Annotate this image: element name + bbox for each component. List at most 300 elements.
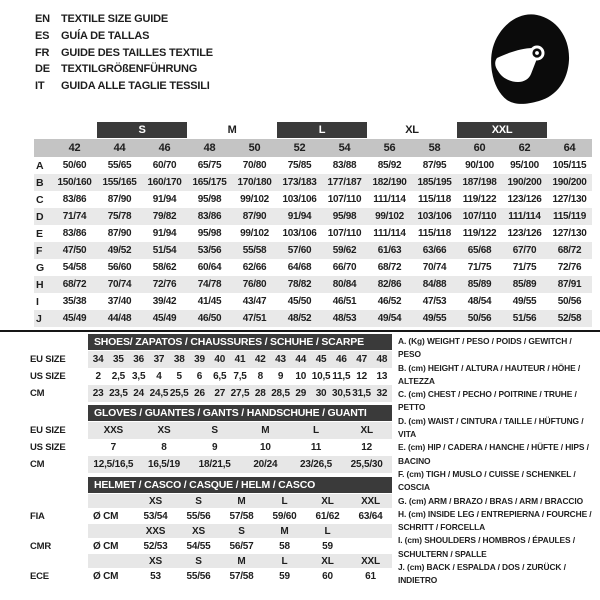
measure-value: 83/88 — [332, 160, 357, 171]
value-cell: 35 — [113, 354, 124, 365]
sub-row-label: US SIZE — [30, 442, 66, 453]
sub-row-values — [88, 456, 392, 473]
size-column-58: 58 — [428, 142, 441, 154]
gloves-rows — [0, 422, 392, 473]
measure-value: 150/160 — [57, 177, 92, 188]
measure-value: 111/114 — [373, 228, 406, 239]
measure-value: 44/48 — [107, 313, 132, 324]
measure-value: 84/88 — [422, 279, 447, 290]
cmr-row — [0, 538, 392, 554]
row-letter: G — [36, 261, 44, 274]
measure-value: 165/175 — [192, 177, 227, 188]
measure-value: 127/130 — [552, 194, 587, 205]
measure-value: 76/80 — [242, 279, 267, 290]
language-row-es — [35, 28, 213, 45]
measure-value: 68/72 — [557, 245, 582, 256]
value-cell: 24 — [133, 388, 145, 399]
measure-value: 37/40 — [107, 296, 132, 307]
measure-value: 50/56 — [467, 313, 492, 324]
measure-value: 99/102 — [240, 228, 269, 239]
value-cell: 10,5 — [311, 371, 331, 382]
gloves-table — [0, 405, 392, 473]
measure-row-d — [34, 208, 592, 225]
measure-value: 66/70 — [332, 262, 357, 273]
value-cell: XS — [149, 495, 162, 507]
measure-value: 48/54 — [467, 296, 492, 307]
value-cell: 30,5 — [331, 388, 351, 399]
measure-value: 47/53 — [422, 296, 447, 307]
language-title-list — [35, 11, 213, 95]
measure-value: 182/190 — [372, 177, 407, 188]
measure-value: 78/82 — [287, 279, 312, 290]
size-group-l: L — [277, 122, 367, 138]
value-cell: XL — [360, 425, 373, 436]
value-cell: 63/64 — [358, 510, 383, 522]
measure-value: 49/52 — [107, 245, 132, 256]
sub-row-values — [88, 368, 392, 385]
row-letter: D — [36, 210, 44, 223]
value-cell: 2,5 — [111, 371, 126, 382]
measure-value: 47/51 — [242, 313, 267, 324]
value-cell: 61/62 — [315, 510, 340, 522]
measure-value: 107/110 — [462, 211, 497, 222]
value-cell: 26 — [194, 388, 205, 399]
language-title: GUÍA DE TALLAS — [61, 29, 150, 42]
row-letter: E — [36, 227, 43, 240]
language-row-en — [35, 11, 213, 28]
sizes-row — [0, 554, 392, 568]
sub-row-label: US SIZE — [30, 371, 66, 382]
value-cell: 8 — [161, 442, 167, 453]
value-cell: 61 — [365, 570, 376, 582]
value-cell: 13 — [376, 371, 388, 382]
legend-item-h: H. (cm) INSIDE LEG / ENTREPIERNA / FOURCHE / SCHRITT / FORCELLA — [398, 508, 592, 533]
measure-value: 123/126 — [507, 228, 542, 239]
sub-row-values — [88, 422, 392, 439]
value-cell: 18/21,5 — [198, 459, 231, 470]
measure-value: 123/126 — [507, 194, 542, 205]
shoes-table — [0, 334, 392, 402]
measure-row-i — [34, 293, 592, 310]
value-cell: 6,5 — [213, 371, 227, 382]
value-cell: XS — [149, 555, 162, 567]
value-cell: 27,5 — [230, 388, 250, 399]
row-letter: B — [36, 176, 44, 189]
value-cell: 23/26,5 — [300, 459, 332, 470]
size-group-xl: XL — [405, 123, 419, 136]
eu-size-row — [0, 351, 392, 368]
value-cell: M — [261, 425, 270, 436]
measure-value: 82/86 — [377, 279, 402, 290]
value-cell: 12 — [361, 442, 373, 453]
measure-row-b — [34, 174, 592, 191]
ece-row — [0, 568, 392, 584]
value-cell: 12,5/16,5 — [93, 459, 134, 470]
value-cell: 29 — [295, 388, 307, 399]
value-cell: S — [195, 495, 202, 507]
measure-value: 46/51 — [332, 296, 357, 307]
measure-value: 75/85 — [287, 160, 312, 171]
value-cell: 28,5 — [271, 388, 290, 399]
measure-value: 91/94 — [287, 211, 312, 222]
value-cell: 44 — [295, 354, 307, 365]
value-cell: Ø CM — [93, 540, 119, 552]
measure-value: 71/75 — [467, 262, 492, 273]
value-cell: XS — [192, 525, 205, 537]
shoes-rows — [0, 351, 392, 402]
us-size-row — [0, 439, 392, 456]
value-cell: 37 — [153, 354, 165, 365]
measure-value: 70/74 — [422, 262, 447, 273]
helmet-rows — [0, 494, 392, 584]
sub-row-values — [88, 524, 392, 538]
measure-value: 79/82 — [152, 211, 177, 222]
measure-value: 190/200 — [507, 177, 542, 188]
measure-value: 70/74 — [107, 279, 132, 290]
measure-value: 51/54 — [152, 245, 177, 256]
value-cell: M — [237, 555, 246, 567]
size-group-s: S — [97, 122, 187, 138]
measure-value: 43/47 — [242, 296, 267, 307]
sub-row-values — [88, 385, 392, 402]
measure-value: 35/38 — [62, 296, 87, 307]
size-column-54: 54 — [338, 142, 351, 154]
value-cell: Ø CM — [93, 510, 119, 522]
measure-value: 85/89 — [512, 279, 537, 290]
value-cell: 12 — [356, 371, 367, 382]
value-cell: 24,5 — [149, 388, 169, 399]
language-code: DE — [35, 63, 50, 76]
measure-value: 48/52 — [287, 313, 312, 324]
measure-value: 72/76 — [152, 279, 177, 290]
measure-value: 187/198 — [462, 177, 497, 188]
value-cell: S — [238, 525, 245, 537]
value-cell: 10 — [259, 442, 271, 453]
legend-item-c: C. (cm) CHEST / PECHO / POITRINE / TRUHE / PETTO — [398, 389, 577, 413]
value-cell: 34 — [92, 354, 104, 365]
value-cell: XXS — [145, 525, 166, 537]
measure-row-g — [34, 259, 592, 276]
measure-value: 45/50 — [287, 296, 312, 307]
language-title: TEXTILGRÖßENFÜHRUNG — [61, 63, 198, 76]
value-cell: 55/56 — [186, 510, 211, 522]
accessory-tables — [0, 334, 392, 584]
value-cell: 42 — [254, 354, 266, 365]
measure-row-e — [34, 225, 592, 242]
size-column-56: 56 — [383, 142, 396, 154]
measure-value: 91/94 — [152, 194, 177, 205]
measure-value: 99/102 — [240, 194, 269, 205]
measure-value: 155/165 — [102, 177, 137, 188]
sub-row-values — [88, 538, 392, 554]
measurement-rows — [34, 157, 592, 327]
measure-value: 115/119 — [553, 211, 586, 222]
measure-value: 103/106 — [417, 211, 452, 222]
value-cell: XL — [321, 495, 334, 507]
measure-value: 45/49 — [62, 313, 87, 324]
measure-value: 83/86 — [62, 194, 87, 205]
size-column-62: 62 — [518, 142, 531, 154]
sub-row-label: CMR — [30, 540, 52, 552]
value-cell: 46 — [335, 354, 347, 365]
language-title: GUIDE DES TAILLES TEXTILE — [61, 46, 213, 59]
value-cell: 16,5/19 — [148, 459, 180, 470]
measure-row-h — [34, 276, 592, 293]
measure-value: 48/53 — [332, 313, 357, 324]
row-letter: F — [36, 244, 43, 257]
language-code: IT — [35, 80, 45, 93]
sub-row-label — [0, 554, 88, 568]
value-cell: S — [211, 425, 218, 436]
value-cell: 20/24 — [253, 459, 278, 470]
value-cell: XXL — [361, 495, 380, 507]
legend-item-j: J. (cm) BACK / ESPALDA / DOS / ZURÜCK / INDIETRO — [398, 562, 566, 586]
legend-item-b: B. (cm) HEIGHT / ALTURA / HAUTEUR / HÖHE / ALTEZZA — [398, 362, 581, 386]
value-cell: 23 — [92, 388, 104, 399]
value-cell: 60 — [322, 570, 333, 582]
measure-value: 95/98 — [332, 211, 357, 222]
us-size-row — [0, 368, 392, 385]
gloves-table-title: GLOVES / GUANTES / GANTS / HANDSCHUHE / GUANTI — [88, 405, 392, 421]
value-cell: L — [324, 525, 331, 537]
measure-value: 39/42 — [152, 296, 177, 307]
measure-value: 119/122 — [462, 194, 497, 205]
value-cell: M — [280, 525, 289, 537]
shoes-table-title: SHOES/ ZAPATOS / CHAUSSURES / SCHUHE / SCARPE — [88, 334, 392, 350]
value-cell: 57/58 — [229, 510, 254, 522]
size-group-row — [34, 121, 592, 138]
sub-row-values — [88, 554, 392, 568]
size-group-m: M — [227, 123, 237, 136]
measure-value: 49/55 — [512, 296, 537, 307]
helmet-icon — [477, 8, 577, 108]
value-cell: 55/56 — [186, 570, 211, 582]
measure-value: 72/76 — [557, 262, 582, 273]
measure-value: 65/68 — [467, 245, 492, 256]
value-cell: 40 — [214, 354, 226, 365]
size-group-xxl: XXL — [457, 122, 547, 138]
value-cell: 9 — [211, 442, 218, 453]
value-cell: 8 — [257, 371, 263, 382]
measure-value: 49/54 — [377, 313, 402, 324]
size-column-44: 44 — [113, 142, 126, 154]
value-cell: 9 — [277, 371, 284, 382]
sizes-row — [0, 524, 392, 538]
measure-value: 177/187 — [327, 177, 362, 188]
measure-value: 80/84 — [332, 279, 357, 290]
fia-row — [0, 508, 392, 524]
measure-value: 85/92 — [377, 160, 402, 171]
measure-value: 55/65 — [107, 160, 132, 171]
sub-row-label: EU SIZE — [30, 425, 66, 436]
measure-value: 52/58 — [557, 313, 582, 324]
language-code: EN — [35, 13, 50, 25]
measure-value: 170/180 — [237, 177, 272, 188]
measure-value: 75/78 — [107, 211, 132, 222]
value-cell: 56/57 — [229, 540, 254, 552]
cm-row — [0, 385, 392, 402]
measure-value: 83/86 — [62, 228, 87, 239]
value-cell: 45 — [315, 354, 327, 365]
sub-row-label: CM — [30, 459, 45, 470]
value-cell: 25,5/30 — [350, 459, 383, 470]
measure-value: 63/66 — [422, 245, 447, 256]
sub-row-values — [88, 439, 392, 456]
helmet-table — [0, 477, 392, 584]
measure-value: 65/75 — [197, 160, 222, 171]
measure-value: 71/74 — [62, 211, 87, 222]
language-title: TEXTILE SIZE GUIDE — [61, 13, 169, 25]
measure-value: 41/45 — [197, 296, 222, 307]
value-cell: L — [281, 555, 288, 567]
value-cell: 30 — [315, 388, 327, 399]
size-column-64: 64 — [563, 142, 576, 154]
value-cell: 47 — [356, 354, 367, 365]
measure-value: 46/50 — [197, 313, 222, 324]
value-cell: 28 — [254, 388, 266, 399]
measure-value: 50/60 — [62, 160, 87, 171]
sub-row-values — [88, 508, 392, 524]
measure-value: 49/55 — [422, 313, 447, 324]
value-cell: 5 — [176, 371, 182, 382]
measure-value: 95/98 — [197, 194, 222, 205]
value-cell: 52/53 — [143, 540, 168, 552]
sub-row-label: ECE — [30, 570, 49, 582]
size-column-52: 52 — [293, 142, 306, 154]
value-cell: XL — [321, 555, 334, 567]
measure-value: 59/62 — [332, 245, 357, 256]
value-cell: 27 — [214, 388, 226, 399]
legend-item-i: I. (cm) SHOULDERS / HOMBROS / ÉPAULES / SCHULTERN / SPALLE — [398, 535, 575, 559]
value-cell: 25,5 — [169, 388, 189, 399]
value-cell: 48 — [376, 354, 388, 365]
measure-value: 61/63 — [377, 245, 402, 256]
sub-row-values — [88, 351, 392, 368]
value-cell: 7,5 — [233, 371, 247, 382]
sub-row-label: EU SIZE — [30, 354, 66, 365]
legend-item-f: F. (cm) TIGH / MUSLO / CUISSE / SCHENKEL / COSCIA — [398, 468, 576, 493]
value-cell: 36 — [133, 354, 145, 365]
value-cell: 2 — [95, 371, 101, 382]
size-column-60: 60 — [473, 142, 486, 154]
measure-value: 46/52 — [377, 296, 402, 307]
value-cell: 11,5 — [332, 371, 351, 382]
measure-value: 68/72 — [377, 262, 402, 273]
measure-value: 190/200 — [552, 177, 587, 188]
row-letter: A — [36, 159, 44, 172]
value-cell: 23,5 — [109, 388, 128, 399]
measure-value: 103/106 — [282, 194, 317, 205]
legend-item-e: E. (cm) HIP / CADERA / HANCHE / HÜFTE / HIPS / BACINO — [398, 442, 589, 466]
measure-value: 185/195 — [417, 177, 452, 188]
measure-value: 87/90 — [107, 194, 132, 205]
measure-value: 111/114 — [508, 211, 541, 222]
measure-value: 115/118 — [418, 194, 451, 205]
row-letter: J — [36, 312, 42, 325]
sub-row-values — [88, 494, 392, 508]
size-column-42: 42 — [68, 142, 81, 154]
cm-row — [0, 456, 392, 473]
eu-size-row — [0, 422, 392, 439]
value-cell: XXL — [361, 555, 380, 567]
value-cell: 4 — [156, 371, 162, 382]
measure-value: 99/102 — [375, 211, 404, 222]
measure-value: 60/64 — [197, 262, 222, 273]
language-title: GUIDA ALLE TAGLIE TESSILI — [61, 80, 210, 93]
value-cell: S — [195, 555, 202, 567]
measure-value: 67/70 — [512, 245, 537, 256]
measure-row-a — [34, 157, 592, 174]
measure-value: 95/100 — [510, 160, 539, 171]
value-cell: 11 — [310, 442, 322, 453]
value-cell: Ø CM — [93, 570, 119, 582]
measure-value: 115/118 — [418, 228, 451, 239]
measure-value: 71/75 — [512, 262, 537, 273]
value-cell: XXS — [103, 425, 124, 436]
language-code: FR — [35, 46, 50, 59]
value-cell: 43 — [275, 354, 286, 365]
legend-item-g: G. (cm) ARM / BRAZO / BRAS / ARM / BRACCIO — [398, 495, 584, 506]
measure-value: 83/86 — [197, 211, 222, 222]
size-column-46: 46 — [158, 142, 171, 154]
measure-row-f — [34, 242, 592, 259]
language-row-de — [35, 61, 213, 78]
row-letter: I — [36, 295, 39, 308]
legend-item-d: D. (cm) WAIST / CINTURA / TAILLE / HÜFTUNG / VITA — [398, 415, 584, 440]
size-number-row — [34, 139, 592, 157]
measure-value: 87/91 — [557, 279, 582, 290]
measure-value: 45/49 — [152, 313, 177, 324]
measure-value: 107/110 — [327, 194, 362, 205]
row-letter: H — [36, 278, 44, 291]
value-cell: 6 — [196, 371, 203, 382]
measure-value: 95/98 — [197, 228, 222, 239]
value-cell: 31,5 — [352, 388, 371, 399]
measure-value: 56/60 — [107, 262, 132, 273]
measure-value: 47/50 — [62, 245, 87, 256]
value-cell: 57/58 — [229, 570, 254, 582]
measure-value: 54/58 — [62, 262, 87, 273]
measure-value: 127/130 — [552, 228, 587, 239]
sub-row-values — [88, 568, 392, 584]
value-cell: 53/54 — [143, 510, 168, 522]
row-letter: C — [36, 193, 44, 206]
sizes-row — [0, 494, 392, 508]
value-cell: 39 — [194, 354, 205, 365]
measure-value: 64/68 — [287, 262, 312, 273]
measure-value: 50/56 — [557, 296, 582, 307]
sub-row-label — [0, 494, 88, 508]
measure-row-j — [34, 310, 592, 327]
measure-value: 87/90 — [107, 228, 132, 239]
measure-value: 105/115 — [552, 160, 587, 171]
language-row-it — [35, 78, 213, 95]
measure-value: 68/72 — [62, 279, 87, 290]
sub-row-label: CM — [30, 388, 45, 399]
value-cell: M — [237, 495, 246, 507]
textile-size-table — [34, 121, 592, 327]
value-cell: 59 — [279, 570, 290, 582]
measure-value: 55/58 — [242, 245, 267, 256]
measurement-legend — [398, 335, 596, 588]
value-cell: 58 — [279, 540, 290, 552]
measure-value: 90/100 — [465, 160, 494, 171]
language-row-fr — [35, 45, 213, 62]
size-column-50: 50 — [248, 142, 261, 154]
value-cell: XS — [157, 425, 171, 436]
measure-value: 53/56 — [197, 245, 222, 256]
measure-value: 85/89 — [467, 279, 492, 290]
